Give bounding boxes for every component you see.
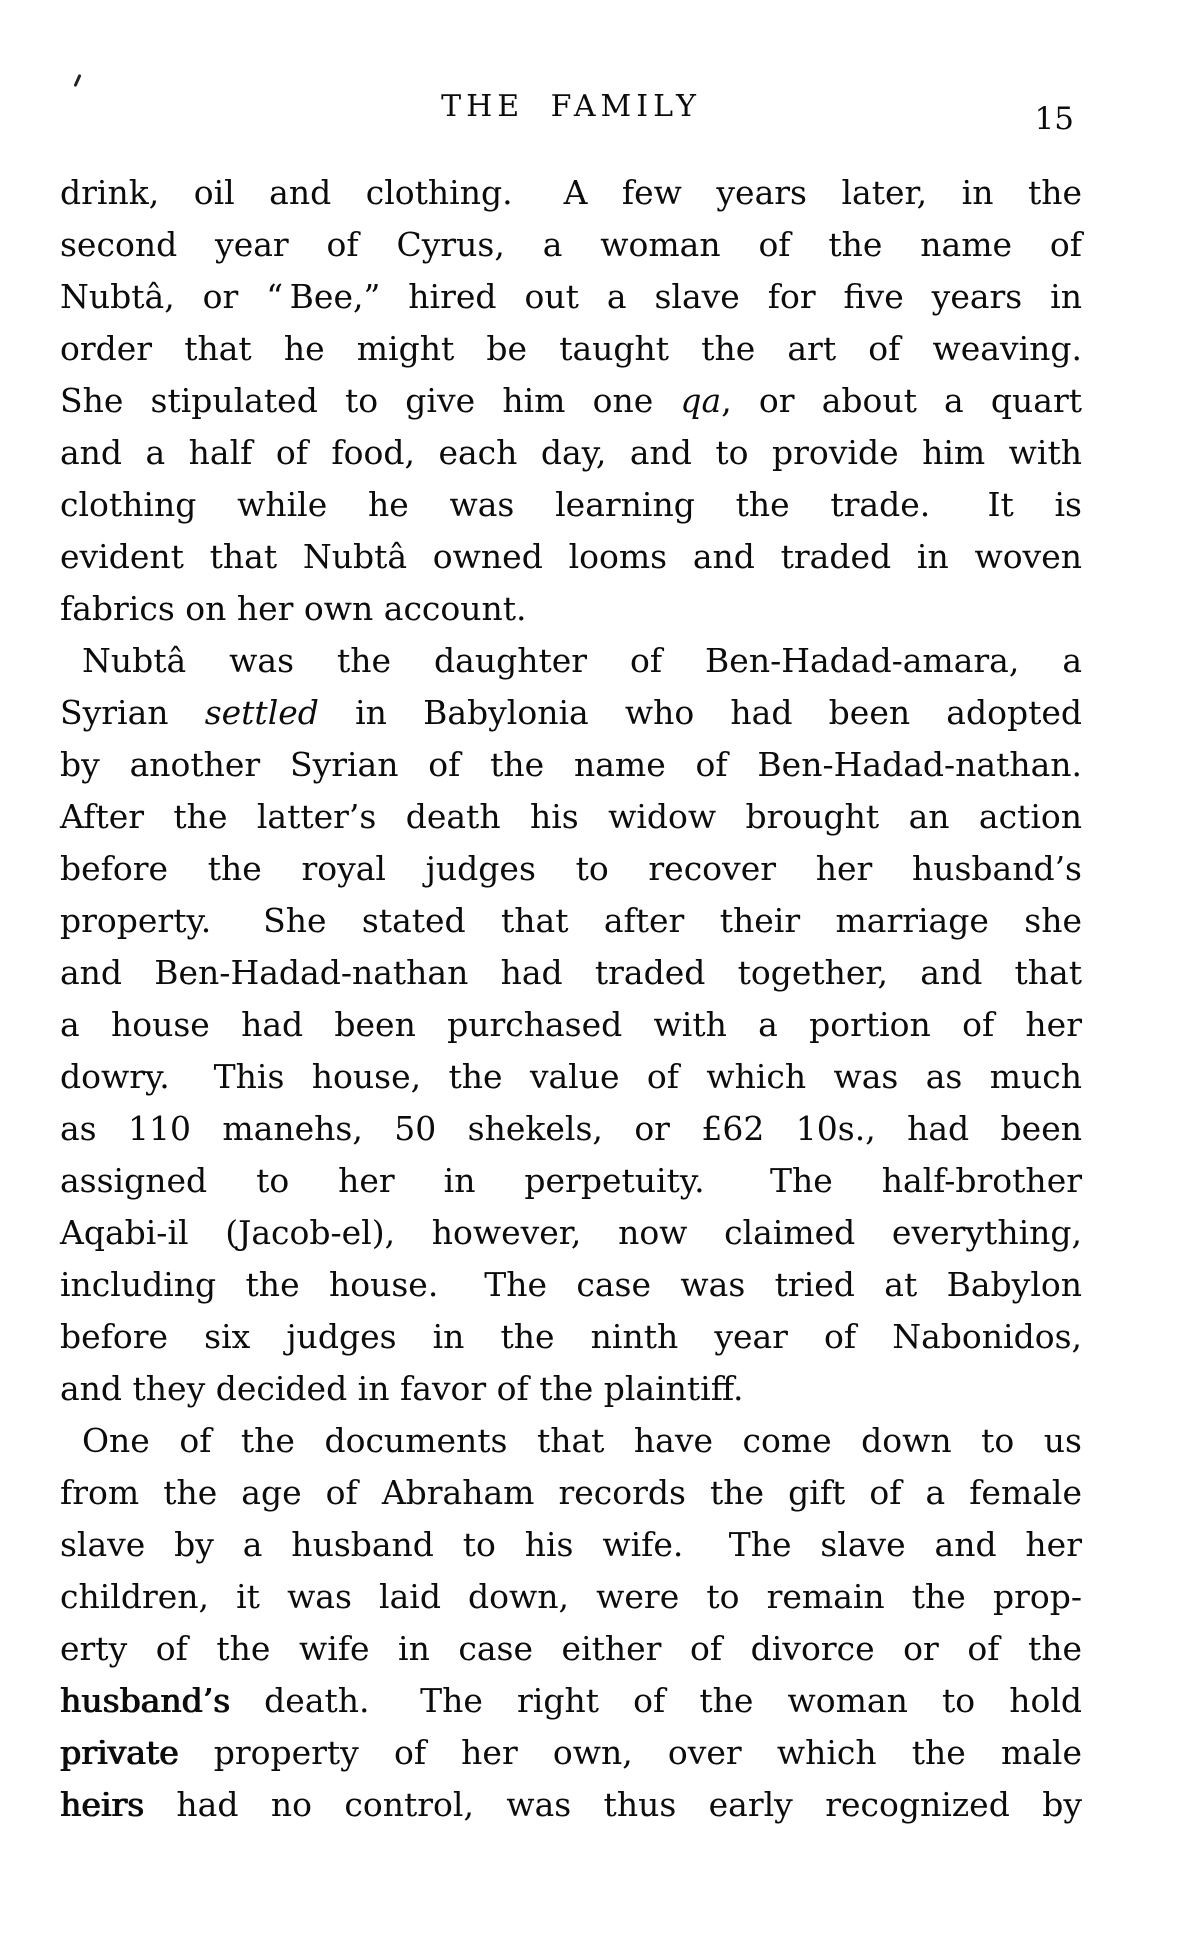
text-line [60, 1779, 1082, 1831]
italic-term: qa [680, 381, 722, 420]
text-line: order that he might be taught the art of weaving. [60, 329, 1082, 368]
text-line: fabrics on her own account. [60, 589, 527, 628]
text-line: dowry. This house, the value of which was as much [60, 1057, 1082, 1096]
text-line: Nubtâ, or “ Bee,” hired out a slave for five years in [60, 277, 1082, 316]
text-line: including the house. The case was tried at Babylon [60, 1265, 1082, 1304]
text-segment: She stipulated to give him one [60, 381, 681, 420]
text-line: from the age of Abraham records the gift of a female [60, 1473, 1082, 1512]
text-line: by another Syrian of the name of Ben-Hadad-nathan. [60, 745, 1082, 784]
text-line: and a half of food, each day, and to provide him with [60, 433, 1082, 472]
text-line [60, 1727, 1082, 1779]
text-line: second year of Cyrus, a woman of the name of [60, 225, 1082, 264]
text-line [60, 375, 1082, 427]
text-line: One of the documents that have come down to us [82, 1421, 1082, 1460]
text-line: children, it was laid down, were to remain the prop- [60, 1577, 1082, 1616]
paragraph [60, 635, 1082, 1415]
text-line [60, 687, 1082, 739]
text-line: property. She stated that after their marriage she [60, 901, 1082, 940]
text-line: Nubtâ was the daughter of Ben-Hadad-amara, a [82, 641, 1082, 680]
text-line: as 110 manehs, 50 shekels, or £62 10s., had been [60, 1109, 1082, 1148]
text-line: After the latter’s death his widow brought an action [60, 797, 1082, 836]
text-line [60, 1675, 1082, 1727]
text-line: clothing while he was learning the trade. It is [60, 485, 1082, 524]
text-segment: in Babylonia who had been adopted [318, 693, 1083, 732]
text-line: before six judges in the ninth year of Nabonidos, [60, 1317, 1082, 1356]
text-line: Aqabi-il (Jacob-el), however, now claimed everything, [60, 1213, 1082, 1252]
paragraph [60, 167, 1082, 635]
page-number: 15 [1034, 101, 1074, 137]
text-line: and Ben-Hadad-nathan had traded together, and that [60, 953, 1082, 992]
paragraph [60, 1415, 1082, 1831]
text-segment: had no control, was thus early recognized by [144, 1785, 1082, 1824]
text-line: a house had been purchased with a portion of her [60, 1005, 1082, 1044]
text-line: assigned to her in perpetuity. The half-brother [60, 1161, 1082, 1200]
text-segment: , or about a quart [721, 381, 1082, 420]
text-line: drink, oil and clothing. A few years later, in the [60, 173, 1082, 212]
text-line: before the royal judges to recover her husband’s [60, 849, 1082, 888]
text-segment: Syrian [60, 693, 205, 732]
text-line: erty of the wife in case either of divorce or of the [60, 1629, 1082, 1668]
text-line: evident that Nubtâ owned looms and traded in woven [60, 537, 1082, 576]
text-line: slave by a husband to his wife. The slave and her [60, 1525, 1082, 1564]
text-segment: property of her own, over which the male [178, 1733, 1082, 1772]
running-head-title: THE FAMILY [441, 89, 701, 124]
heavy-ink-word: private [60, 1733, 179, 1772]
text-body [60, 167, 1082, 1831]
heavy-ink-word: husband’s [60, 1681, 231, 1720]
running-head [60, 0, 1082, 150]
italic-term: settled [204, 693, 319, 732]
text-line: and they decided in favor of the plaintiff. [60, 1369, 744, 1408]
text-segment: death. The right of the woman to hold [230, 1681, 1082, 1720]
heavy-ink-word: heirs [60, 1785, 145, 1824]
